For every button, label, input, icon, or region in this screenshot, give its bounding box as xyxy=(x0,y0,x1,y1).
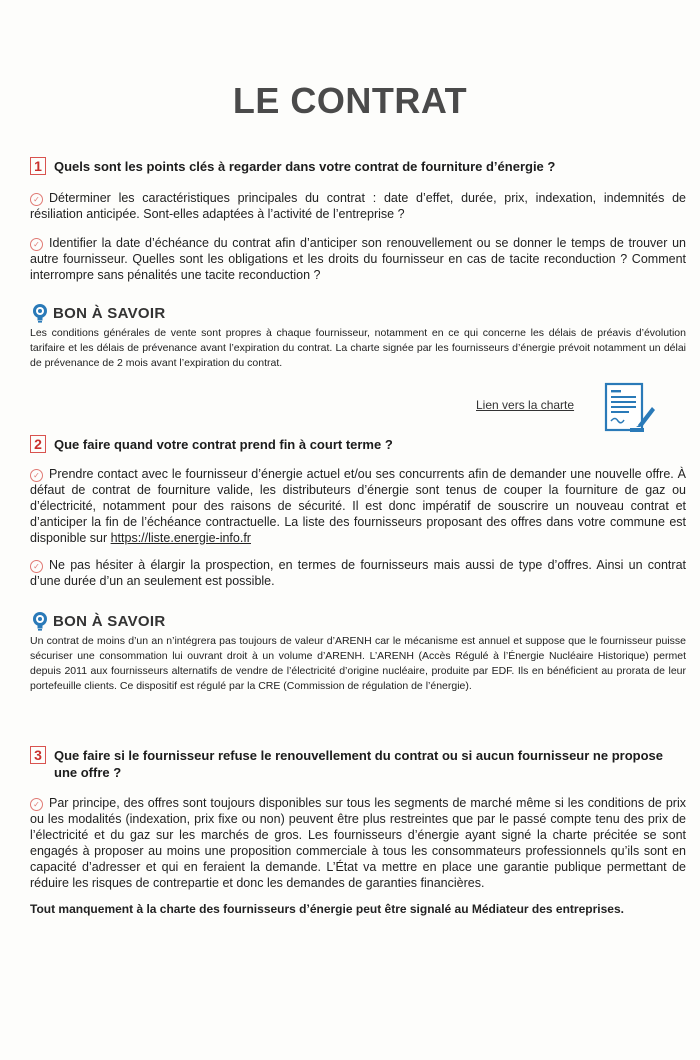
point-text: Déterminer les caractéristiques principales du contrat : date d’effet, durée, prix, indexation, indemnités de résiliation anticipée. Sont-elles adaptées à l’activité de l’entreprise ? xyxy=(30,191,686,221)
liste-energie-info-link[interactable]: https://liste.energie-info.fr xyxy=(110,531,251,545)
section-3-question: Que faire si le fournisseur refuse le renouvellement du contrat ou si aucun fournisseur ne propose une offre ? xyxy=(54,748,663,780)
section-1 xyxy=(30,157,686,175)
lightbulb-badge-icon xyxy=(30,302,50,324)
final-note: Tout manquement à la charte des fournisseurs d’énergie peut être signalé au Médiateur des entreprises. xyxy=(30,902,624,916)
bon-a-savoir-title: BON À SAVOIR xyxy=(53,612,166,630)
point-text: Ne pas hésiter à élargir la prospection, en termes de fournisseurs mais aussi de type d’offres. Ainsi un contrat d’une durée d’un an seulement est possible. xyxy=(30,558,686,588)
check-circle-icon: ✓ xyxy=(30,469,43,482)
section-2-point-1 xyxy=(30,466,686,546)
section-2-question: Que faire quand votre contrat prend fin à court terme ? xyxy=(54,437,393,452)
point-text: Par principe, des offres sont toujours disponibles sur tous les segments de marché même si les conditions de prix ou les modalités (indexation, prix fixe ou non) peuvent être plus restreintes que par le passé compte tenu des prix de l’électricité et du gaz sur les marchés de gros. Les fournisseurs d’énergie ayant signé la charte précitée se sont engagés à proposer au moins une proposition commerciale à tous les consommateurs professionnels qu’ils sont en capacité d’adresser et qui en feraient la demande. L’État va mettre en place une garantie publique permettant de réduire les risques de contrepartie et donc les demandes de garanties financières. xyxy=(30,796,686,890)
section-3-heading xyxy=(30,746,686,781)
section-2-heading xyxy=(30,435,686,453)
bon-a-savoir-title: BON À SAVOIR xyxy=(53,304,166,322)
section-1-point-2 xyxy=(30,235,686,283)
section-1-point-1 xyxy=(30,190,686,222)
point-text: Prendre contact avec le fournisseur d’énergie actuel et/ou ses concurrents afin de demander une nouvelle offre. À défaut de contrat de fourniture valide, les distributeurs d’énergie sont tenus de couper la fourniture de gaz ou d’électricité, notamment pour des raisons de sécurité. Il est donc impératif de souscrire un nouveau contrat et d’anticiper la fin de l’échéance contractuelle. La liste des fournisseurs proposant des offres dans votre commune est disponible sur xyxy=(30,467,686,545)
check-circle-icon: ✓ xyxy=(30,560,43,573)
section-2 xyxy=(30,435,686,453)
section-number: 2 xyxy=(30,435,46,453)
signed-document-icon xyxy=(602,381,656,435)
section-3-point xyxy=(30,795,686,891)
point-text: Identifier la date d’échéance du contrat afin d’anticiper son renouvellement ou se donner le temps de trouver un autre fournisseur. Quelles sont les obligations et les droits du fournisseur en cas de tacite reconduction ? Comment interrompre sans pénalités une tacite reconduction ? xyxy=(30,236,686,282)
check-circle-icon: ✓ xyxy=(30,798,43,811)
section-1-heading xyxy=(30,157,686,175)
check-circle-icon: ✓ xyxy=(30,238,43,251)
check-circle-icon: ✓ xyxy=(30,193,43,206)
page-title: LE CONTRAT xyxy=(232,80,468,121)
bon-a-savoir-2 xyxy=(30,610,686,694)
section-1-question: Quels sont les points clés à regarder dans votre contrat de fourniture d’énergie ? xyxy=(54,159,556,174)
section-3 xyxy=(30,746,686,781)
section-number: 1 xyxy=(30,157,46,175)
section-number: 3 xyxy=(30,746,46,764)
lightbulb-badge-icon xyxy=(30,610,50,632)
bon-a-savoir-text: Les conditions générales de vente sont propres à chaque fournisseur, notamment en ce qui concerne les délais de préavis d’évolution tarifaire et les délais de prévenance avant l’expiration du contrat. La charte signée par les fournisseurs d’énergie prévoit notamment un délai de prévenance de 2 mois avant l’expiration du contrat. xyxy=(30,327,686,369)
section-2-point-2 xyxy=(30,557,686,589)
bon-a-savoir-text: Un contrat de moins d’un an n’intégrera pas toujours de valeur d’ARENH car le mécanisme est annuel et suppose que le fournisseur puisse sécuriser une consommation lui ouvrant droit à un volume d’ARENH. L’ARENH (Accès Régulé à l’Énergie Nucléaire Historique) permet depuis 2011 aux fournisseurs alternatifs de vendre de l’électricité d’origine nucléaire, produite par EDF. Ils en bénéficient au prorata de leur portefeuille clients. Ce dispositif est régulé par la CRE (Commission de régulation de l’énergie). xyxy=(30,635,686,692)
bon-a-savoir-1 xyxy=(30,302,686,371)
charte-link[interactable]: Lien vers la charte xyxy=(476,398,575,412)
